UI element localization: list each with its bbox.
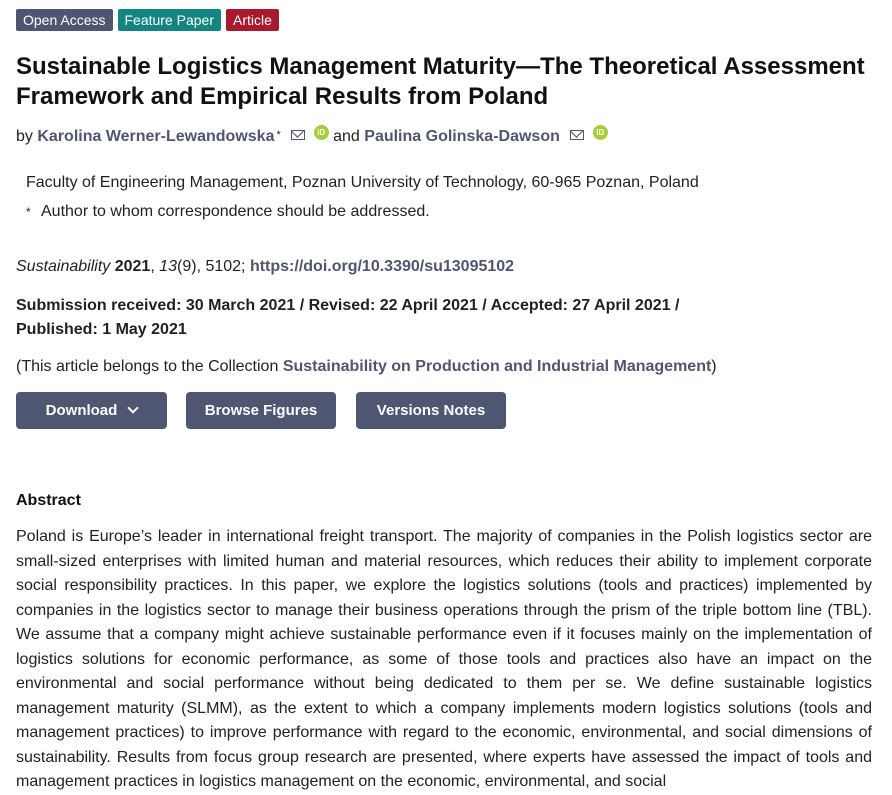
article-title: Sustainable Logistics Management Maturity—The Theoretical Assessment Framework and Empirical Results from Poland xyxy=(16,53,865,110)
download-label: Download xyxy=(45,402,118,419)
email-icon[interactable] xyxy=(291,130,305,140)
correspondence-text: Author to whom correspondence should be addressed. xyxy=(41,203,430,220)
badge-row xyxy=(16,9,279,31)
author-link-werner-lewandowska[interactable]: Karolina Werner-Lewandowska xyxy=(37,128,275,145)
collection-prefix: (This article belongs to the Collection xyxy=(16,358,279,375)
browse-figures-button[interactable] xyxy=(186,392,336,429)
open-access-badge[interactable]: Open Access xyxy=(16,9,113,31)
citation-issue-pages: (9), 5102; xyxy=(177,258,246,275)
browse-figures-label: Browse Figures xyxy=(204,402,318,419)
by-label: by xyxy=(16,128,33,145)
citation-volume: 13 xyxy=(159,258,178,275)
corresponding-mark: * xyxy=(276,129,281,141)
citation-year: 2021 xyxy=(114,258,151,275)
and-label: and xyxy=(333,128,360,145)
versions-notes-button[interactable] xyxy=(356,392,506,429)
abstract-text: Poland is Europe’s leader in international freight transport. The majority of companies in the Polish logistics sector are small-sized enterprises with limited human and material resources, which reduces their ability to implement corporate social responsibility practices. In this paper, we explore the logistics solutions (tools and practices) implemented by companies in the logistics sector to manage their business operations through the prism of the triple bottom line (TBL). We assume that a company might achieve sustainable performance even if it focuses mainly on the implementation of logistics solutions for economic performance, as some of those tools and practices also have an impact on the environmental and social performance without being dedicated to them per se. We define sustainable logistics management maturity (SLMM), as the extent to which a company implements modern logistics solutions (tools and management practices) to improve performance with regard to the economic, environmental, and social dimensions of sustainability. Results from focus group research are presented, where experts have assessed the impact of tools and management practices in logistics management on the economic, environmental, and social xyxy=(16,528,872,790)
email-icon[interactable] xyxy=(570,130,584,140)
article-type-badge: Article xyxy=(226,9,279,31)
collection-link[interactable]: Sustainability on Production and Industrial Management xyxy=(282,358,712,375)
orcid-icon[interactable]: iD xyxy=(314,125,329,140)
citation-line: Sustainability 2021, 13(9), 5102; https://doi.org/10.3390/su13095102 xyxy=(16,258,515,275)
doi-link[interactable]: https://doi.org/10.3390/su13095102 xyxy=(249,258,515,275)
author-link-golinska-dawson[interactable]: Paulina Golinska-Dawson xyxy=(364,128,560,145)
orcid-icon[interactable]: iD xyxy=(593,125,608,140)
affiliation: Faculty of Engineering Management, Poznan University of Technology, 60-965 Poznan, Poland xyxy=(26,174,699,191)
publication-dates: Submission received: 30 March 2021 / Revised: 22 April 2021 / Accepted: 27 April 2021 / Published: 1 May 2021 xyxy=(16,297,680,338)
chevron-down-icon xyxy=(128,402,139,413)
abstract-heading: Abstract xyxy=(16,492,81,509)
collection-suffix: ) xyxy=(711,358,717,375)
versions-notes-label: Versions Notes xyxy=(376,402,486,419)
correspondence-asterisk: * xyxy=(26,205,31,219)
collection-note xyxy=(16,356,717,378)
correspondence-note xyxy=(26,201,430,223)
journal-name: Sustainability xyxy=(16,258,111,275)
feature-paper-badge[interactable]: Feature Paper xyxy=(118,9,222,31)
author-line xyxy=(16,124,608,150)
download-button[interactable] xyxy=(16,392,167,429)
